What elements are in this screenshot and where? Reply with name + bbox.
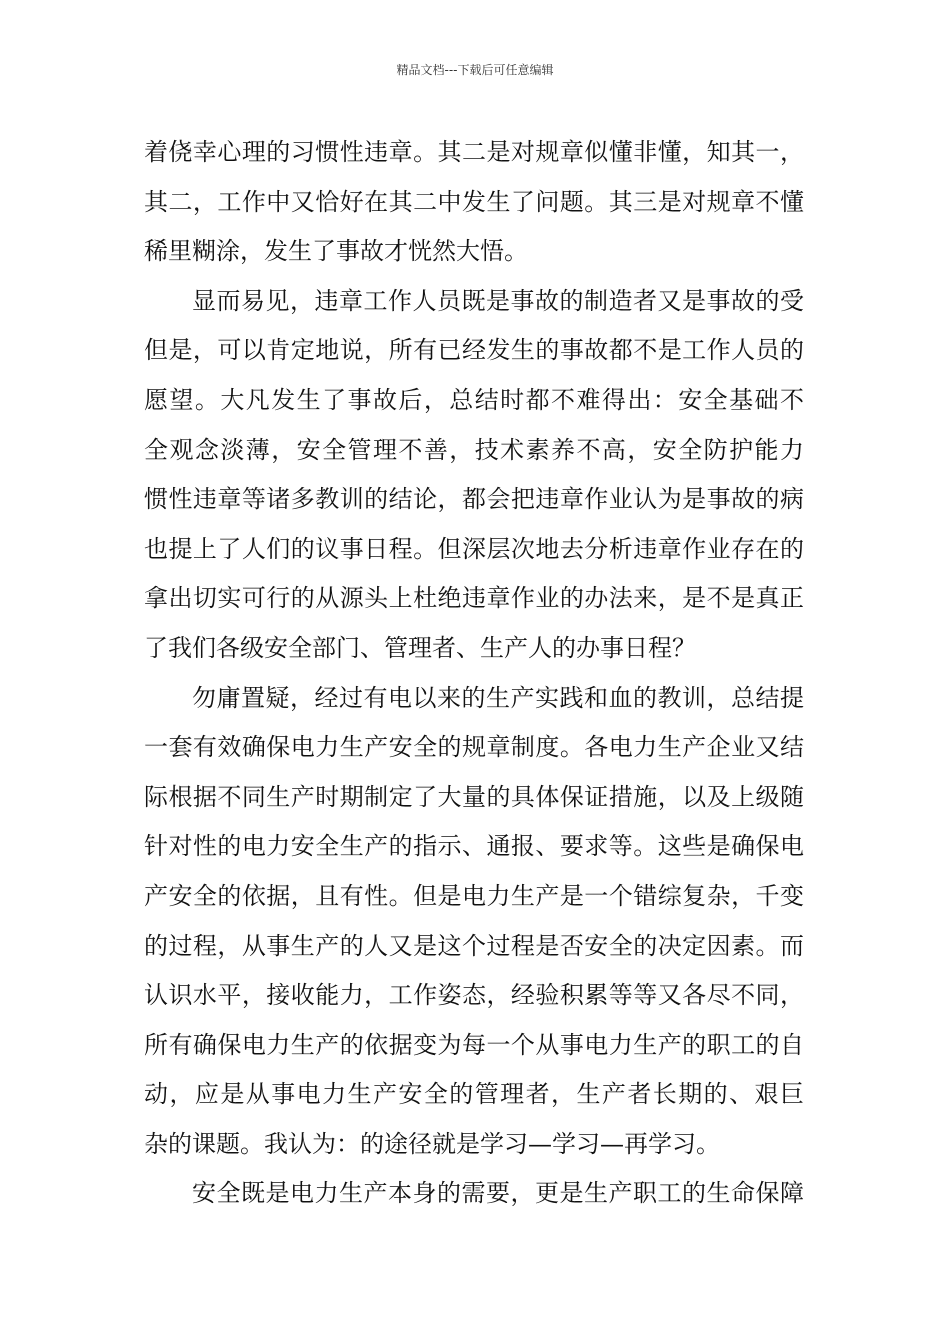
text-line: 其二，工作中又恰好在其二中发生了问题。其三是对规章不懂 xyxy=(144,187,804,216)
text-line: 所有确保电力生产的依据变为每一个从事电力生产的职工的自 xyxy=(144,1030,804,1059)
text-line: 动，应是从事电力生产安全的管理者，生产者长期的、艰巨 xyxy=(144,1080,804,1109)
text-line: 安全既是电力生产本身的需要，更是生产职工的生命保障 xyxy=(192,1179,804,1208)
text-line: 愿望。大凡发生了事故后，总结时都不难得出：安全基础不 xyxy=(144,385,804,414)
text-line: 惯性违章等诸多教训的结论，都会把违章作业认为是事故的病 xyxy=(144,485,804,514)
text-line: 针对性的电力安全生产的指示、通报、要求等。这些是确保电 xyxy=(144,832,804,861)
text-line: 显而易见，违章工作人员既是事故的制造者又是事故的受 xyxy=(192,286,804,315)
text-line: 了我们各级安全部门、管理者、生产人的办事日程？ xyxy=(144,633,696,662)
text-line: 也提上了人们的议事日程。但深层次地去分析违章作业存在的 xyxy=(144,534,804,563)
text-line: 际根据不同生产时期制定了大量的具体保证措施，以及上级随 xyxy=(144,782,804,811)
text-line: 拿出切实可行的从源头上杜绝违章作业的办法来，是不是真正 xyxy=(144,584,804,613)
text-line: 认识水平，接收能力，工作姿态，经验积累等等又各尽不同， xyxy=(144,981,804,1010)
text-line: 的过程，从事生产的人又是这个过程是否安全的决定因素。而 xyxy=(144,931,804,960)
page-header: 精品文档---下载后可任意编辑 xyxy=(396,63,554,77)
text-line: 杂的课题。我认为：的途径就是学习—学习—再学习。 xyxy=(144,1129,720,1158)
text-line: 着侥幸心理的习惯性违章。其二是对规章似懂非懂，知其一， xyxy=(144,138,804,166)
text-line: 一套有效确保电力生产安全的规章制度。各电力生产企业又结 xyxy=(144,733,804,762)
text-line: 产安全的依据，且有性。但是电力生产是一个错综复杂，千变 xyxy=(144,881,804,910)
document-body xyxy=(144,128,804,1219)
text-line: 但是，可以肯定地说，所有已经发生的事故都不是工作人员的 xyxy=(144,336,804,365)
text-line: 勿庸置疑，经过有电以来的生产实践和血的教训，总结提 xyxy=(192,683,804,712)
text-line: 稀里糊涂，发生了事故才恍然大悟。 xyxy=(144,237,528,266)
text-line: 全观念淡薄，安全管理不善，技术素养不高，安全防护能力 xyxy=(144,435,804,464)
